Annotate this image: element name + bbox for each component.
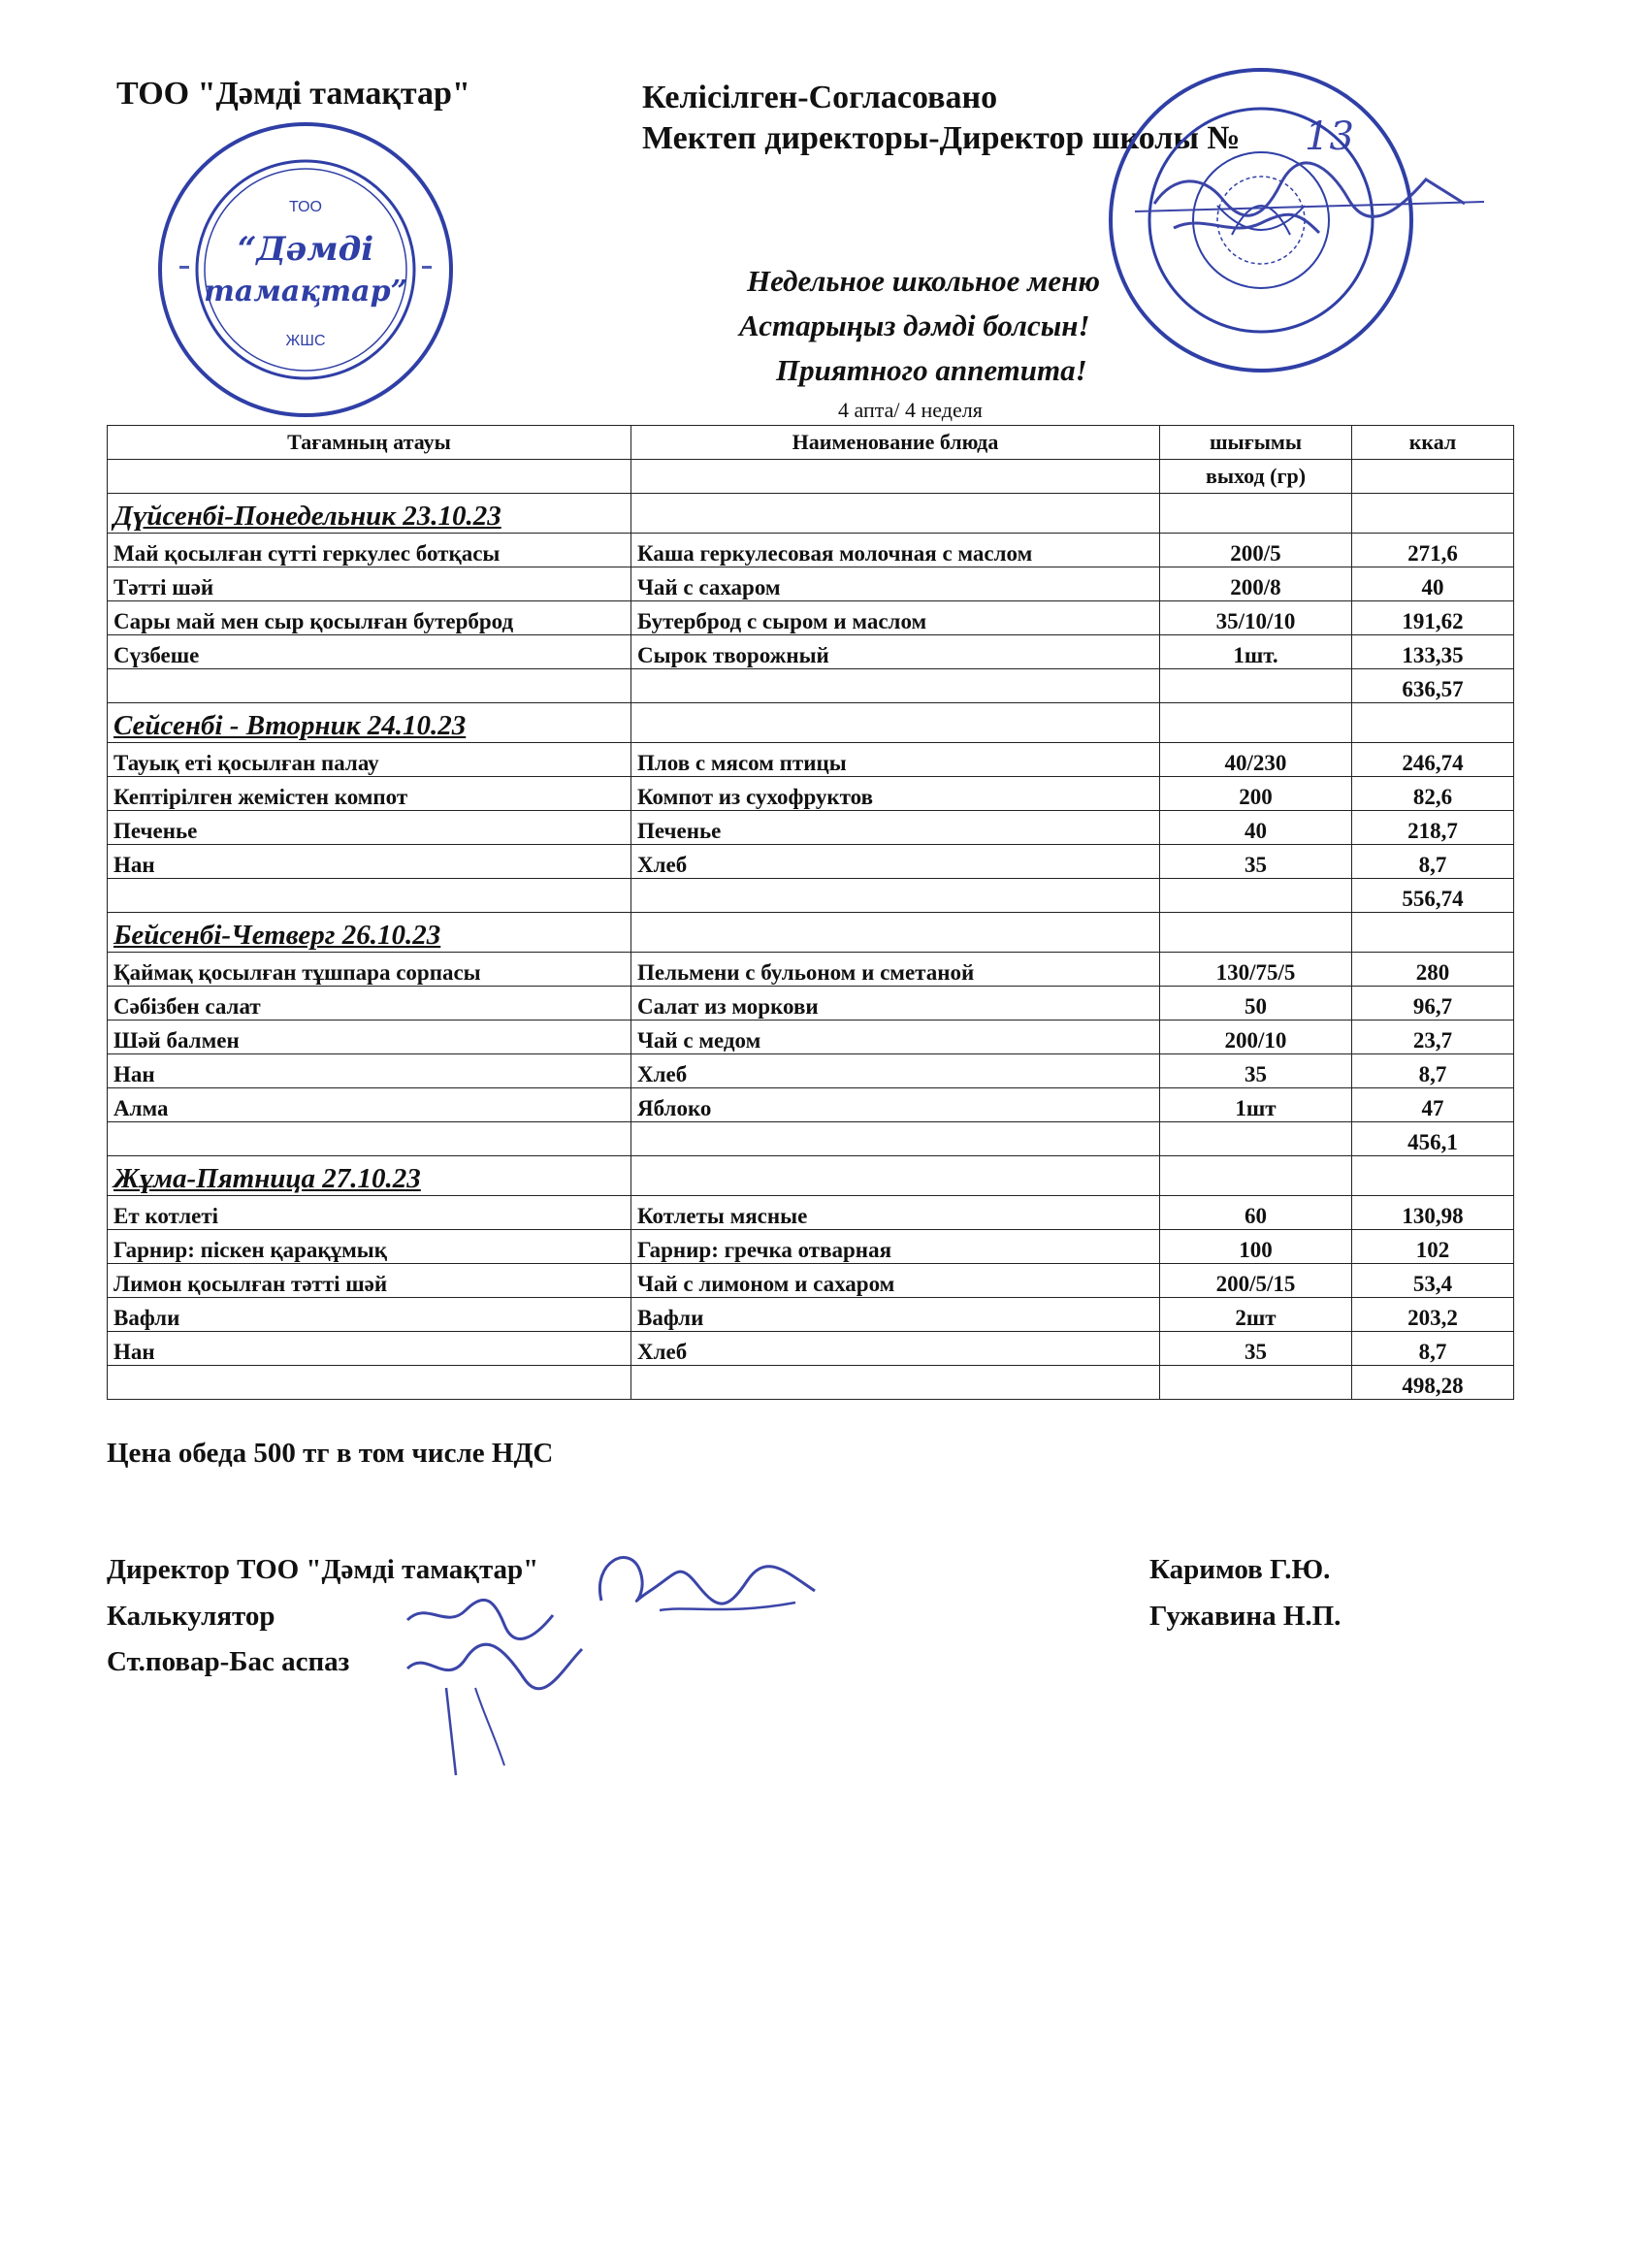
dish-name-ru: Яблоко [631,1088,1160,1122]
empty-cell [1352,703,1514,743]
dish-output: 200/10 [1160,1021,1352,1054]
day-total-row [108,1122,1514,1156]
dish-name-kz: Нан [108,845,631,879]
header-output: шығымы [1160,426,1352,460]
header-kcal: ккал [1352,426,1514,460]
day-title: Бейсенбі-Четверг 26.10.23 [108,913,631,953]
empty-cell [1160,1122,1352,1156]
empty-cell [631,879,1160,913]
dish-kcal: 8,7 [1352,1332,1514,1366]
day-header-row [108,494,1514,534]
dish-name-kz: Май қосылған сүтті геркулес ботқасы [108,534,631,567]
school-number: 13 [1305,114,1354,159]
stamp-text-1: ТОО [289,199,322,215]
empty-cell [1352,913,1514,953]
dish-kcal: 203,2 [1352,1298,1514,1332]
dish-output: 200/5/15 [1160,1264,1352,1298]
empty-cell [108,669,631,703]
dish-output: 200 [1160,777,1352,811]
dish-kcal: 102 [1352,1230,1514,1264]
company-stamp [150,114,461,425]
chef-signature [388,1630,601,1785]
calculator-name: Гужавина Н.П. [1149,1601,1342,1632]
menu-item-row [108,601,1514,635]
menu-item-row [108,743,1514,777]
day-total-kcal: 498,28 [1352,1366,1514,1400]
dish-name-ru: Бутерброд с сыром и маслом [631,601,1160,635]
week-label: 4 апта/ 4 неделя [838,398,983,422]
menu-item-row [108,1230,1514,1264]
calculator-label: Калькулятор [107,1601,275,1632]
dish-kcal: 218,7 [1352,811,1514,845]
company-name: ТОО "Дәмді тамақтар" [116,76,470,112]
menu-body [108,494,1514,1400]
empty-cell [1160,913,1352,953]
chef-label: Ст.повар-Бас аспаз [107,1646,350,1677]
header-empty-1 [108,460,631,494]
menu-item-row [108,567,1514,601]
dish-name-kz: Лимон қосылған тәтті шәй [108,1264,631,1298]
menu-item-row [108,1298,1514,1332]
dish-name-kz: Вафли [108,1298,631,1332]
dish-output: 1шт [1160,1088,1352,1122]
dish-name-kz: Сүзбеше [108,635,631,669]
dish-name-ru: Пельмени с бульоном и сметаной [631,953,1160,987]
approval-director: Мектеп директоры-Директор школы № [642,120,1241,156]
stamp-text-4: ЖШС [285,333,326,349]
dish-name-kz: Тауық еті қосылған палау [108,743,631,777]
dish-kcal: 246,74 [1352,743,1514,777]
dish-name-kz: Шәй балмен [108,1021,631,1054]
dish-name-ru: Каша геркулесовая молочная с маслом [631,534,1160,567]
header-name-kz: Тағамның атауы [108,426,631,460]
day-total-kcal: 636,57 [1352,669,1514,703]
menu-item-row [108,777,1514,811]
dish-kcal: 130,98 [1352,1196,1514,1230]
empty-cell [631,913,1160,953]
header-name-ru: Наименование блюда [631,426,1160,460]
dish-kcal: 8,7 [1352,1054,1514,1088]
header-empty-3 [1352,460,1514,494]
dish-name-ru: Вафли [631,1298,1160,1332]
stamp-text-3: тамақтар” [204,275,407,308]
dish-output: 35/10/10 [1160,601,1352,635]
dish-name-ru: Хлеб [631,845,1160,879]
menu-item-row [108,987,1514,1021]
empty-cell [1160,669,1352,703]
dish-output: 130/75/5 [1160,953,1352,987]
dish-name-ru: Салат из моркови [631,987,1160,1021]
dish-output: 40/230 [1160,743,1352,777]
empty-cell [631,1122,1160,1156]
dish-name-ru: Чай с лимоном и сахаром [631,1264,1160,1298]
header-empty-2 [631,460,1160,494]
dish-kcal: 96,7 [1352,987,1514,1021]
dish-name-ru: Чай с медом [631,1021,1160,1054]
dish-output: 40 [1160,811,1352,845]
menu-item-row [108,845,1514,879]
school-director-signature [1135,146,1484,252]
header-output-sub: выход (гр) [1160,460,1352,494]
empty-cell [1160,494,1352,534]
dish-name-ru: Печенье [631,811,1160,845]
menu-title: Недельное школьное меню [747,264,1100,298]
dish-kcal: 8,7 [1352,845,1514,879]
menu-item-row [108,1264,1514,1298]
day-total-row [108,879,1514,913]
dish-kcal: 23,7 [1352,1021,1514,1054]
menu-item-row [108,635,1514,669]
dish-output: 35 [1160,845,1352,879]
empty-cell [1352,1156,1514,1196]
dish-name-kz: Нан [108,1054,631,1088]
empty-cell [631,1156,1160,1196]
day-total-row [108,1366,1514,1400]
dish-output: 35 [1160,1054,1352,1088]
dish-name-ru: Гарнир: гречка отварная [631,1230,1160,1264]
wish-ru: Приятного аппетита! [776,353,1087,387]
director-signature [563,1533,854,1639]
empty-cell [108,879,631,913]
empty-cell [631,703,1160,743]
menu-item-row [108,953,1514,987]
menu-item-row [108,1332,1514,1366]
menu-item-row [108,534,1514,567]
dish-kcal: 271,6 [1352,534,1514,567]
dish-kcal: 191,62 [1352,601,1514,635]
menu-item-row [108,1196,1514,1230]
empty-cell [1352,494,1514,534]
day-title: Сейсенбі - Вторник 24.10.23 [108,703,631,743]
day-header-row [108,703,1514,743]
approval-heading: Келісілген-Согласовано [642,80,998,115]
dish-name-ru: Плов с мясом птицы [631,743,1160,777]
dish-kcal: 133,35 [1352,635,1514,669]
dish-kcal: 47 [1352,1088,1514,1122]
dish-kcal: 53,4 [1352,1264,1514,1298]
dish-name-kz: Алма [108,1088,631,1122]
dish-name-ru: Сырок творожный [631,635,1160,669]
day-title: Жұма-Пятница 27.10.23 [108,1156,631,1196]
dish-output: 35 [1160,1332,1352,1366]
empty-cell [108,1122,631,1156]
dish-output: 1шт. [1160,635,1352,669]
dish-output: 60 [1160,1196,1352,1230]
empty-cell [1160,1156,1352,1196]
day-total-kcal: 556,74 [1352,879,1514,913]
empty-cell [1160,879,1352,913]
day-total-row [108,669,1514,703]
menu-table [107,425,1514,1400]
dish-output: 50 [1160,987,1352,1021]
dish-name-ru: Компот из сухофруктов [631,777,1160,811]
dish-name-ru: Хлеб [631,1054,1160,1088]
day-total-kcal: 456,1 [1352,1122,1514,1156]
dish-output: 2шт [1160,1298,1352,1332]
empty-cell [631,669,1160,703]
day-header-row [108,913,1514,953]
menu-item-row [108,1054,1514,1088]
empty-cell [631,494,1160,534]
dish-kcal: 82,6 [1352,777,1514,811]
dish-name-kz: Қаймақ қосылған тұшпара сорпасы [108,953,631,987]
wish-kz: Астарыңыз дәмді болсын! [739,308,1090,342]
dish-name-ru: Котлеты мясные [631,1196,1160,1230]
dish-kcal: 280 [1352,953,1514,987]
empty-cell [108,1366,631,1400]
empty-cell [1160,703,1352,743]
empty-cell [631,1366,1160,1400]
dish-name-kz: Ет котлеті [108,1196,631,1230]
dish-name-kz: Сәбізбен салат [108,987,631,1021]
dish-name-ru: Хлеб [631,1332,1160,1366]
menu-item-row [108,811,1514,845]
dish-output: 100 [1160,1230,1352,1264]
menu-item-row [108,1088,1514,1122]
dish-name-kz: Кептірілген жемістен компот [108,777,631,811]
dish-name-ru: Чай с сахаром [631,567,1160,601]
dish-name-kz: Печенье [108,811,631,845]
director-label: Директор ТОО "Дәмді тамақтар" [107,1554,539,1585]
director-name: Каримов Г.Ю. [1149,1554,1331,1585]
dish-output: 200/8 [1160,567,1352,601]
lunch-price: Цена обеда 500 тг в том числе НДС [107,1438,554,1469]
day-title: Дүйсенбі-Понедельник 23.10.23 [108,494,631,534]
day-header-row [108,1156,1514,1196]
dish-output: 200/5 [1160,534,1352,567]
dish-name-kz: Сары май мен сыр қосылған бутерброд [108,601,631,635]
dish-name-kz: Тәтті шәй [108,567,631,601]
stamp-text-2: “Дәмді [237,230,374,269]
menu-item-row [108,1021,1514,1054]
empty-cell [1160,1366,1352,1400]
dish-name-kz: Нан [108,1332,631,1366]
dish-kcal: 40 [1352,567,1514,601]
dish-name-kz: Гарнир: піскен қарақұмық [108,1230,631,1264]
